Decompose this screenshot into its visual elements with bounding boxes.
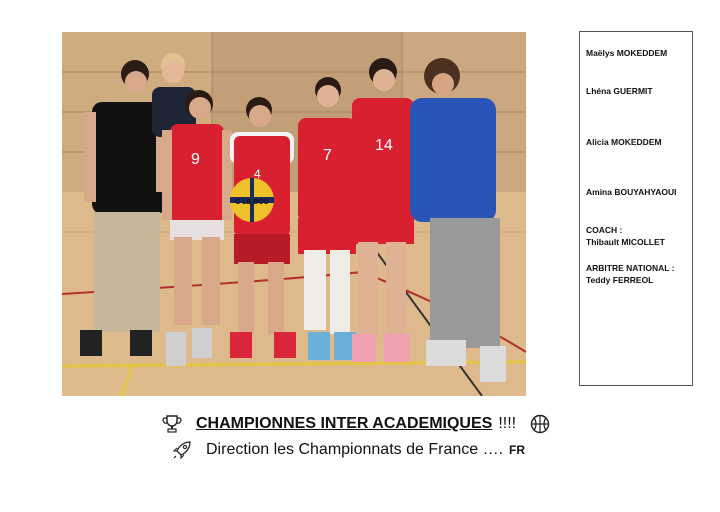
- player-name: Lhéna GUERMIT: [586, 86, 653, 96]
- caption-title: CHAMPIONNES INTER ACADEMIQUES: [196, 415, 493, 432]
- caption-subtitle-tag: FR: [509, 443, 526, 457]
- team-photo: [62, 32, 526, 396]
- rocket-icon: [172, 440, 192, 460]
- jersey-number: 7: [323, 147, 332, 164]
- referee-name: Teddy FERREOL: [586, 275, 654, 285]
- jersey-number: 4: [254, 167, 261, 181]
- roster-box: [579, 31, 693, 386]
- player-name: Alicia MOKEDDEM: [586, 137, 662, 147]
- caption-subtitle: Direction les Championnats de France ….: [206, 441, 504, 458]
- caption-title-line: [162, 412, 550, 436]
- caption-subtitle-line: [172, 438, 525, 462]
- jersey-number: 14: [375, 137, 393, 154]
- basketball-icon: [530, 414, 550, 434]
- player-name: Maëlys MOKEDDEM: [586, 48, 668, 58]
- referee-label: ARBITRE NATIONAL :: [586, 263, 675, 273]
- team-photo-illustration: [62, 32, 526, 396]
- trophy-icon: [162, 414, 182, 434]
- ball-label: C LE BOU: [235, 199, 269, 206]
- player-name: Amina BOUYAHYAOUI: [586, 187, 677, 197]
- jersey-number: 9: [191, 151, 200, 168]
- basketball: [230, 178, 274, 222]
- coach-label: COACH :: [586, 225, 623, 235]
- coach-name: Thibault MICOLLET: [586, 237, 665, 247]
- caption-exclaim: !!!!: [498, 415, 517, 432]
